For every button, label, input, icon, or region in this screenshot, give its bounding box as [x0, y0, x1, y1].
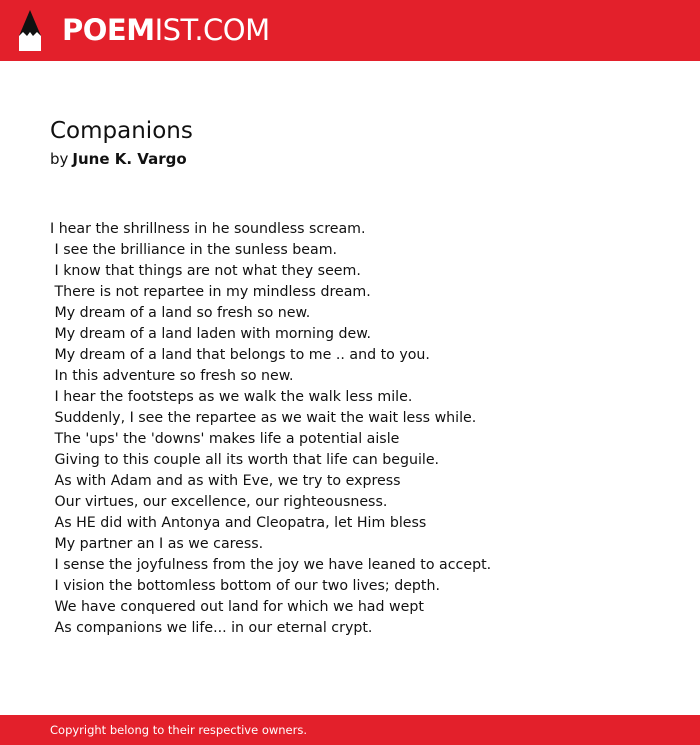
byline	[50, 149, 187, 169]
poem-line: Giving to this couple all its worth that life can beguile.	[50, 452, 440, 468]
poem-line: I see the brilliance in the sunless beam.	[50, 242, 338, 258]
poem-line: There is not repartee in my mindless dream.	[50, 284, 371, 300]
site-logo-text[interactable]	[62, 12, 270, 48]
author-name[interactable]: June K. Vargo	[72, 150, 187, 168]
poem-line: As companions we life... in our eternal crypt.	[50, 620, 373, 636]
poem-line: My dream of a land that belongs to me .. and to you.	[50, 347, 430, 363]
poem-line: I hear the shrillness in he soundless scream.	[50, 221, 366, 237]
poem-line: I know that things are not what they seem.	[50, 263, 361, 279]
poem-line: As HE did with Antonya and Cleopatra, let Him bless	[50, 515, 427, 531]
poem-line: My dream of a land laden with morning dew.	[50, 326, 372, 342]
poem-title: Companions	[50, 118, 193, 144]
poem-line: My partner an I as we caress.	[50, 536, 264, 552]
brand-bold: POEM	[62, 13, 155, 47]
poem-line: Our virtues, our excellence, our righteousness.	[50, 494, 388, 510]
poem-line: I sense the joyfulness from the joy we have leaned to accept.	[50, 557, 492, 573]
poem-line: The 'ups' the 'downs' makes life a potential aisle	[50, 431, 400, 447]
poem-line: My dream of a land so fresh so new.	[50, 305, 311, 321]
poem-line: In this adventure so fresh so new.	[50, 368, 294, 384]
brand-light: IST.COM	[154, 13, 270, 47]
pencil-icon[interactable]	[17, 10, 43, 51]
poem-line: We have conquered out land for which we had wept	[50, 599, 424, 615]
copyright-text: Copyright belong to their respective owners.	[50, 723, 308, 737]
poem-line: I vision the bottomless bottom of our two lives; depth.	[50, 578, 440, 594]
poem-line: Suddenly, I see the repartee as we wait the wait less while.	[50, 410, 477, 426]
poem-line: I hear the footsteps as we walk the walk less mile.	[50, 389, 413, 405]
poem-body	[50, 219, 650, 639]
site-header	[0, 0, 700, 61]
poem-line: As with Adam and as with Eve, we try to express	[50, 473, 401, 489]
site-footer	[0, 715, 700, 745]
by-label: by	[50, 150, 69, 168]
